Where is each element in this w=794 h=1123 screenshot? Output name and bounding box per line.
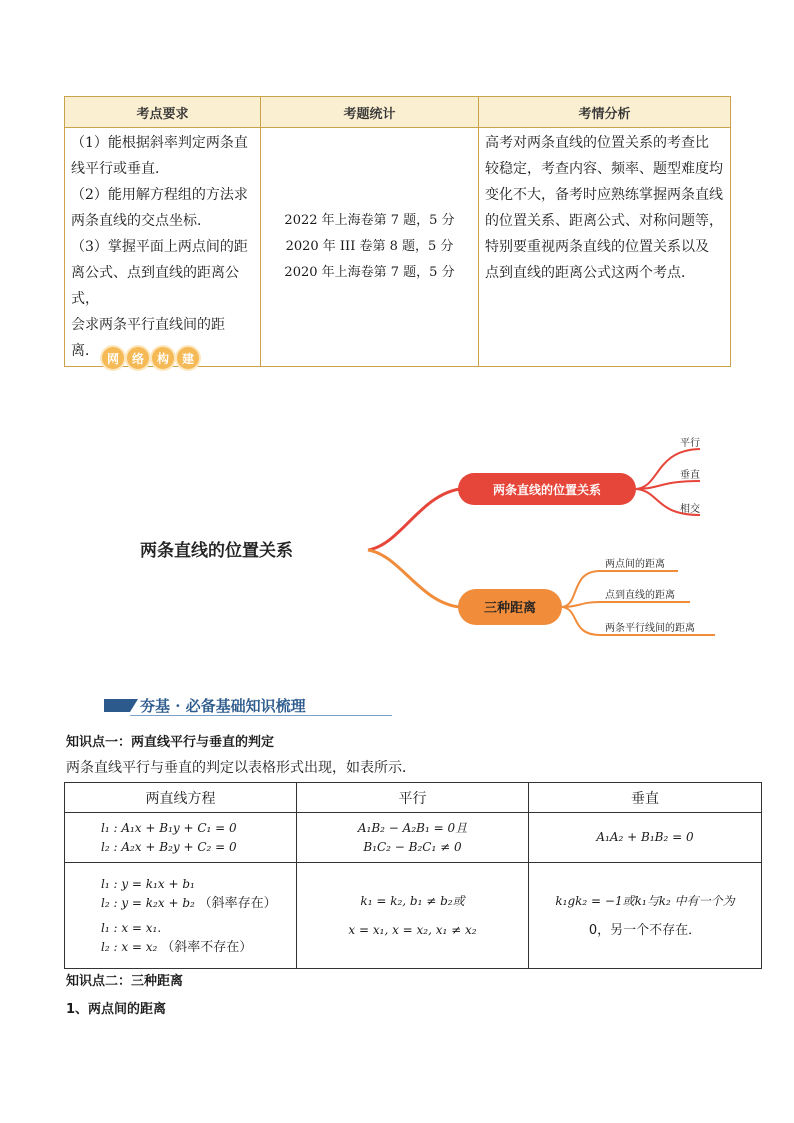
requirement-line: 两条直线的交点坐标．	[71, 213, 211, 229]
requirement-line: （1）能根据斜率判定两条直	[71, 135, 248, 151]
section-underline	[130, 715, 392, 716]
analysis-line: 变化不大，备考时应熟练掌握两条直线	[485, 187, 723, 203]
condition: B₁C₂ − B₂C₁ ≠ 0	[363, 839, 462, 854]
analysis-line: 高考对两条直线的位置关系的考查比	[485, 135, 709, 151]
connector-branch2	[368, 550, 460, 607]
requirements-cell	[65, 128, 261, 367]
section-bar-decoration	[104, 699, 130, 712]
equation: l₁ : y = k₁x + b₁	[101, 876, 195, 891]
general-form-cell	[65, 813, 297, 863]
badge-char: 构	[152, 347, 174, 369]
condition: A₁A₂ + B₁B₂ = 0	[596, 830, 694, 844]
leaf-label: 点到直线的距离	[605, 590, 675, 601]
statistic-line: 2020 年 III 卷第 8 题，5 分	[285, 239, 454, 254]
table-row	[65, 128, 731, 367]
section-bar-tip	[130, 699, 138, 712]
perpendicular-slope-cell	[529, 863, 762, 969]
statistics-cell	[261, 128, 479, 367]
equation: l₁ : A₁x + B₁y + C₁ = 0	[101, 820, 237, 835]
section-header	[104, 693, 392, 717]
table-row	[65, 863, 762, 969]
requirement-line: 离公式、点到直线的距离公式，	[71, 265, 239, 307]
analysis-cell	[479, 128, 731, 367]
requirement-line: （2）能用解方程组的方法求	[71, 187, 248, 203]
table-header-row	[65, 783, 762, 813]
leaf-label: 两条平行线间的距离	[605, 623, 695, 634]
note: （斜率存在）	[198, 895, 277, 911]
equation: l₁ : x = x₁.	[101, 920, 162, 935]
connector-leaf	[562, 602, 690, 607]
distance-subtitle: 1、两点间的距离	[66, 1002, 167, 1017]
requirement-line: 会求两条平行直线间的距	[71, 317, 225, 333]
header-perpendicular: 垂直	[529, 783, 762, 813]
branch2-label: 三种距离	[483, 601, 537, 616]
perpendicular-general-cell	[529, 813, 762, 863]
condition: 0，另一个不存在．	[588, 922, 702, 938]
condition: k₁gk₂ = −1或k₁与k₂ 中有一个为	[555, 893, 735, 908]
condition: x = x₁, x = x₂, x₁ ≠ x₂	[348, 922, 477, 937]
equation: l₂ : y = k₂x + b₂	[101, 895, 195, 910]
leaf-label: 两点间的距离	[605, 559, 665, 570]
requirement-line: 线平行或垂直．	[71, 161, 169, 177]
badge-char: 网	[102, 347, 124, 369]
table-row	[65, 813, 762, 863]
badge-char: 建	[177, 347, 199, 369]
connector-branch1	[368, 489, 460, 550]
header-equations: 两直线方程	[65, 783, 297, 813]
leaf-label: 垂直	[680, 470, 700, 481]
analysis-line: 特别要重视两条直线的位置关系以及	[485, 239, 709, 255]
network-structure-badge	[102, 347, 199, 369]
equation: l₂ : A₂x + B₂y + C₂ = 0	[101, 839, 237, 854]
statistic-line: 2022 年上海卷第 7 题，5 分	[284, 213, 455, 228]
badge-char: 络	[127, 347, 149, 369]
requirement-line: （3）掌握平面上两点间的距	[71, 239, 248, 255]
header-analysis: 考情分析	[479, 97, 731, 128]
leaf-label: 平行	[680, 438, 700, 449]
requirement-line: 离．	[71, 343, 99, 359]
table-header-row	[65, 97, 731, 128]
branch1-label: 两条直线的位置关系	[492, 483, 602, 497]
analysis-line: 较稳定，考查内容、频率、题型难度均	[485, 161, 723, 177]
kp1-title: 知识点一：两直线平行与垂直的判定	[66, 735, 275, 750]
note: （斜率不存在）	[161, 939, 253, 955]
analysis-line: 点到直线的距离公式这两个考点．	[485, 265, 695, 281]
line-relation-table	[64, 782, 762, 969]
analysis-line: 的位置关系、距离公式、对称问题等，	[485, 213, 723, 229]
header-requirements: 考点要求	[65, 97, 261, 128]
mindmap-root-label: 两条直线的位置关系	[140, 541, 293, 561]
parallel-general-cell	[297, 813, 529, 863]
kp1-description: 两条直线平行与垂直的判定以表格形式出现，如表所示．	[66, 760, 416, 776]
mind-map	[100, 425, 740, 660]
exam-requirements-table	[64, 96, 731, 367]
equation: l₂ : x = x₂	[101, 939, 158, 954]
slope-form-cell	[65, 863, 297, 969]
condition: A₁B₂ − A₂B₁ = 0且	[357, 820, 468, 835]
kp2-title: 知识点二：三种距离	[66, 974, 184, 989]
statistic-line: 2020 年上海卷第 7 题，5 分	[284, 265, 455, 280]
header-statistics: 考题统计	[261, 97, 479, 128]
leaf-label: 相交	[680, 504, 700, 515]
header-parallel: 平行	[297, 783, 529, 813]
section-title: 夯基 · 必备基础知识梳理	[140, 697, 306, 715]
parallel-slope-cell	[297, 863, 529, 969]
condition: k₁ = k₂, b₁ ≠ b₂或	[360, 893, 465, 908]
